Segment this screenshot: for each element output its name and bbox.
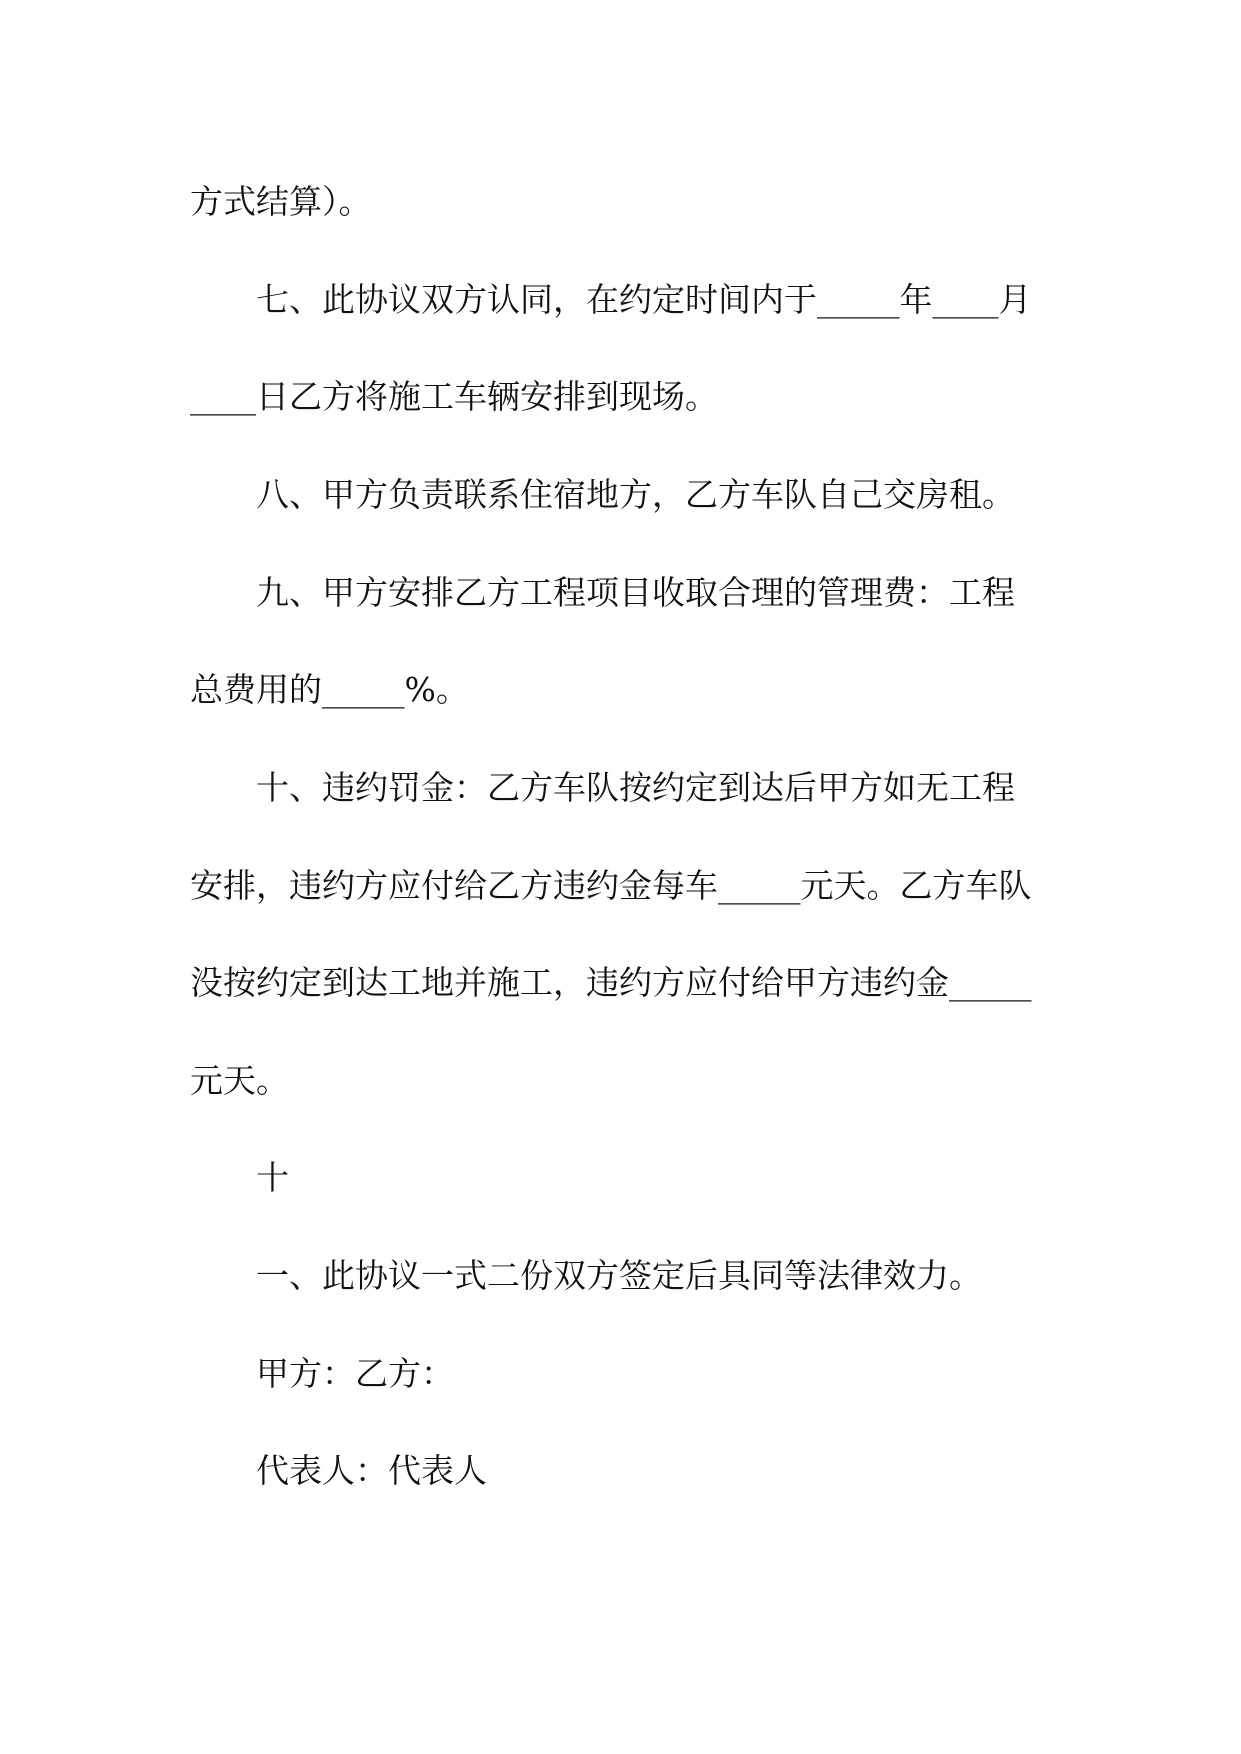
- text-line-settlement: 方式结算）。: [190, 182, 372, 221]
- signature-representatives: 代表人：代表人: [256, 1451, 487, 1490]
- clause-10-line-1: 十、违约罚金：乙方车队按约定到达后甲方如无工程: [256, 768, 1015, 807]
- clause-7-line-1: 七、此协议双方认同，在约定时间内于_____年____月: [256, 280, 1032, 319]
- clause-11-text: 一、此协议一式二份双方签定后具同等法律效力。: [256, 1256, 982, 1295]
- clause-10-line-4: 元天。: [190, 1061, 289, 1100]
- clause-7-line-2: ____日乙方将施工车辆安排到现场。: [190, 377, 718, 416]
- clause-10-line-3: 没按约定到达工地并施工，违约方应付给甲方违约金_____: [190, 963, 1032, 1002]
- signature-parties: 甲方：乙方：: [256, 1354, 454, 1393]
- clause-9-line-1: 九、甲方安排乙方工程项目收取合理的管理费：工程: [256, 573, 1015, 612]
- clause-11-number: 十: [256, 1158, 289, 1197]
- clause-10-line-2: 安排，违约方应付给乙方违约金每车_____元天。乙方车队: [190, 866, 1032, 905]
- clause-8: 八、甲方负责联系住宿地方，乙方车队自己交房租。: [256, 475, 1015, 514]
- clause-9-line-2: 总费用的_____%。: [190, 670, 469, 709]
